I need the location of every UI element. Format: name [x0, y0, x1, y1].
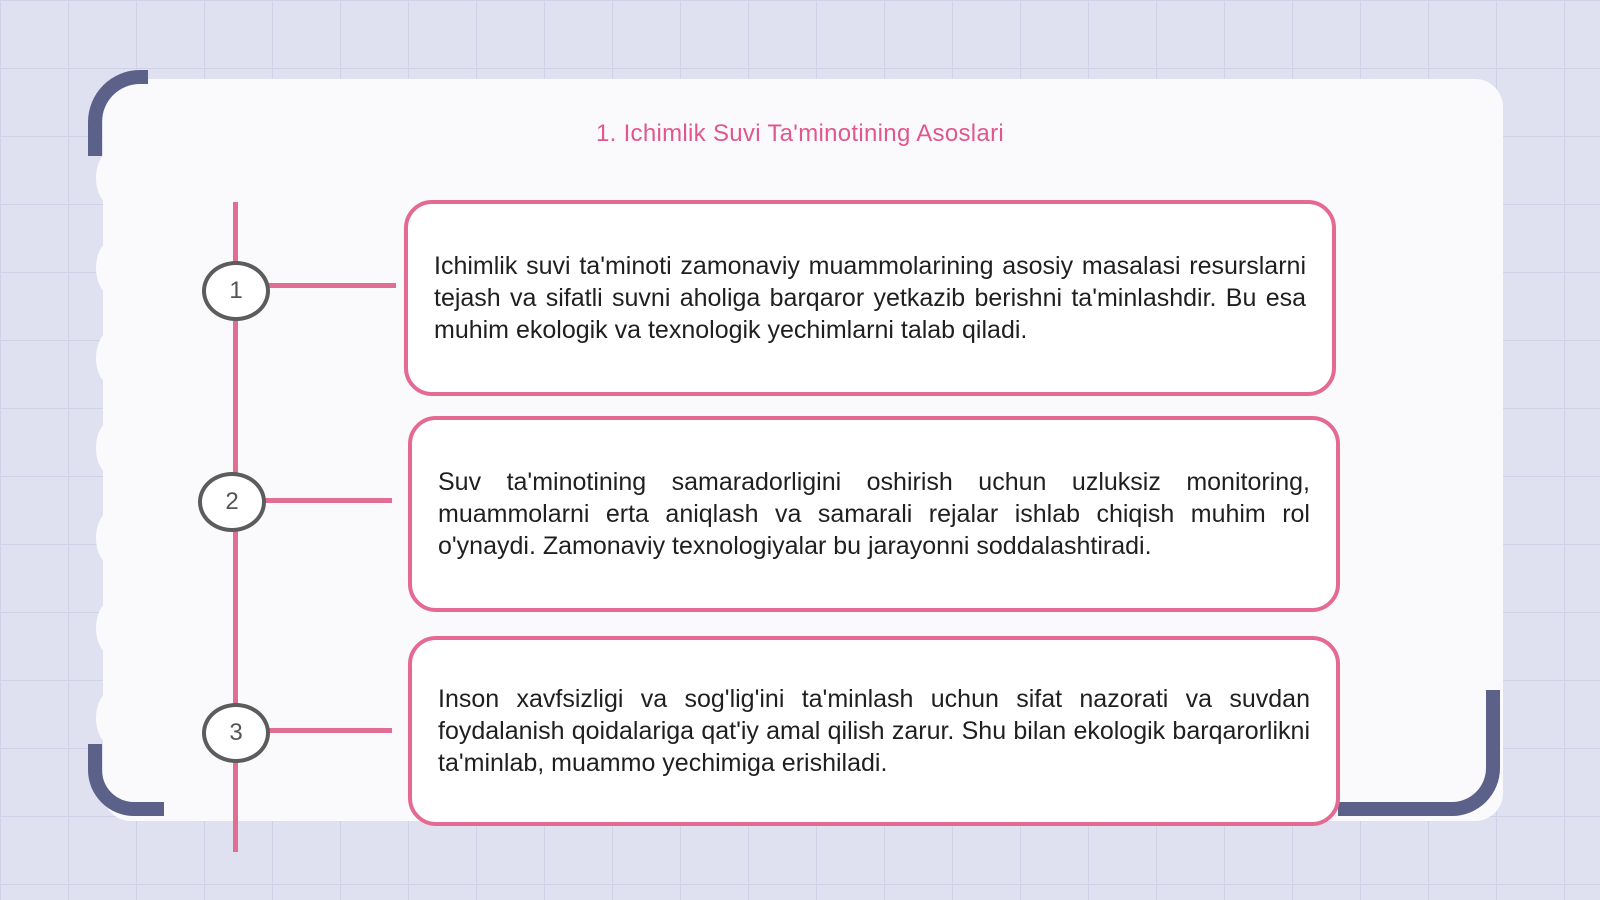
timeline-connector: [262, 728, 392, 733]
timeline-connector: [262, 498, 392, 503]
step-card-text: Suv ta'minotining samaradorligini oshirish uchun uzluksiz monitoring, muammolarni erta aniqlash va samarali rejalar ishlab chiqish muhim rol o'ynaydi. Zamonaviy texnologiyalar bu jarayonni soddalashtiradi.: [438, 468, 1310, 560]
paper-scallop: [96, 150, 130, 206]
step-card-text: Ichimlik suvi ta'minoti zamonaviy muammolarining asosiy masalasi resurslarni tejash va sifatli suvni aholiga barqaror yetkazib berishni ta'minlashdir. Bu esa muhim ekologik va texnologik yechimlarni talab qiladi.: [434, 252, 1306, 344]
paper-scallop: [96, 690, 130, 746]
corner-bracket-bottom-right: [1338, 690, 1500, 816]
step-number-badge: 1: [202, 261, 270, 321]
step-card-text: Inson xavfsizligi va sog'lig'ini ta'minlash uchun sifat nazorati va suvdan foydalanish qoidalariga qat'iy amal qilish zarur. Shu bilan ekologik barqarorlikni ta'minlab, muammo yechimiga erishiladi.: [438, 685, 1310, 777]
step-card: [408, 416, 1340, 612]
step-card: [404, 200, 1336, 396]
timeline-connector: [262, 283, 396, 288]
paper-scallop: [96, 420, 130, 476]
paper-scallop: [96, 510, 130, 566]
paper-scallop: [96, 330, 130, 386]
paper-scallop: [96, 240, 130, 296]
step-number-badge: 2: [198, 472, 266, 532]
slide-title: 1. Ichimlik Suvi Ta'minotining Asoslari: [595, 120, 1004, 147]
step-card: [408, 636, 1340, 826]
corner-bracket-bottom-left: [88, 744, 164, 816]
step-number-badge: 3: [202, 703, 270, 763]
paper-scallop: [96, 600, 130, 656]
